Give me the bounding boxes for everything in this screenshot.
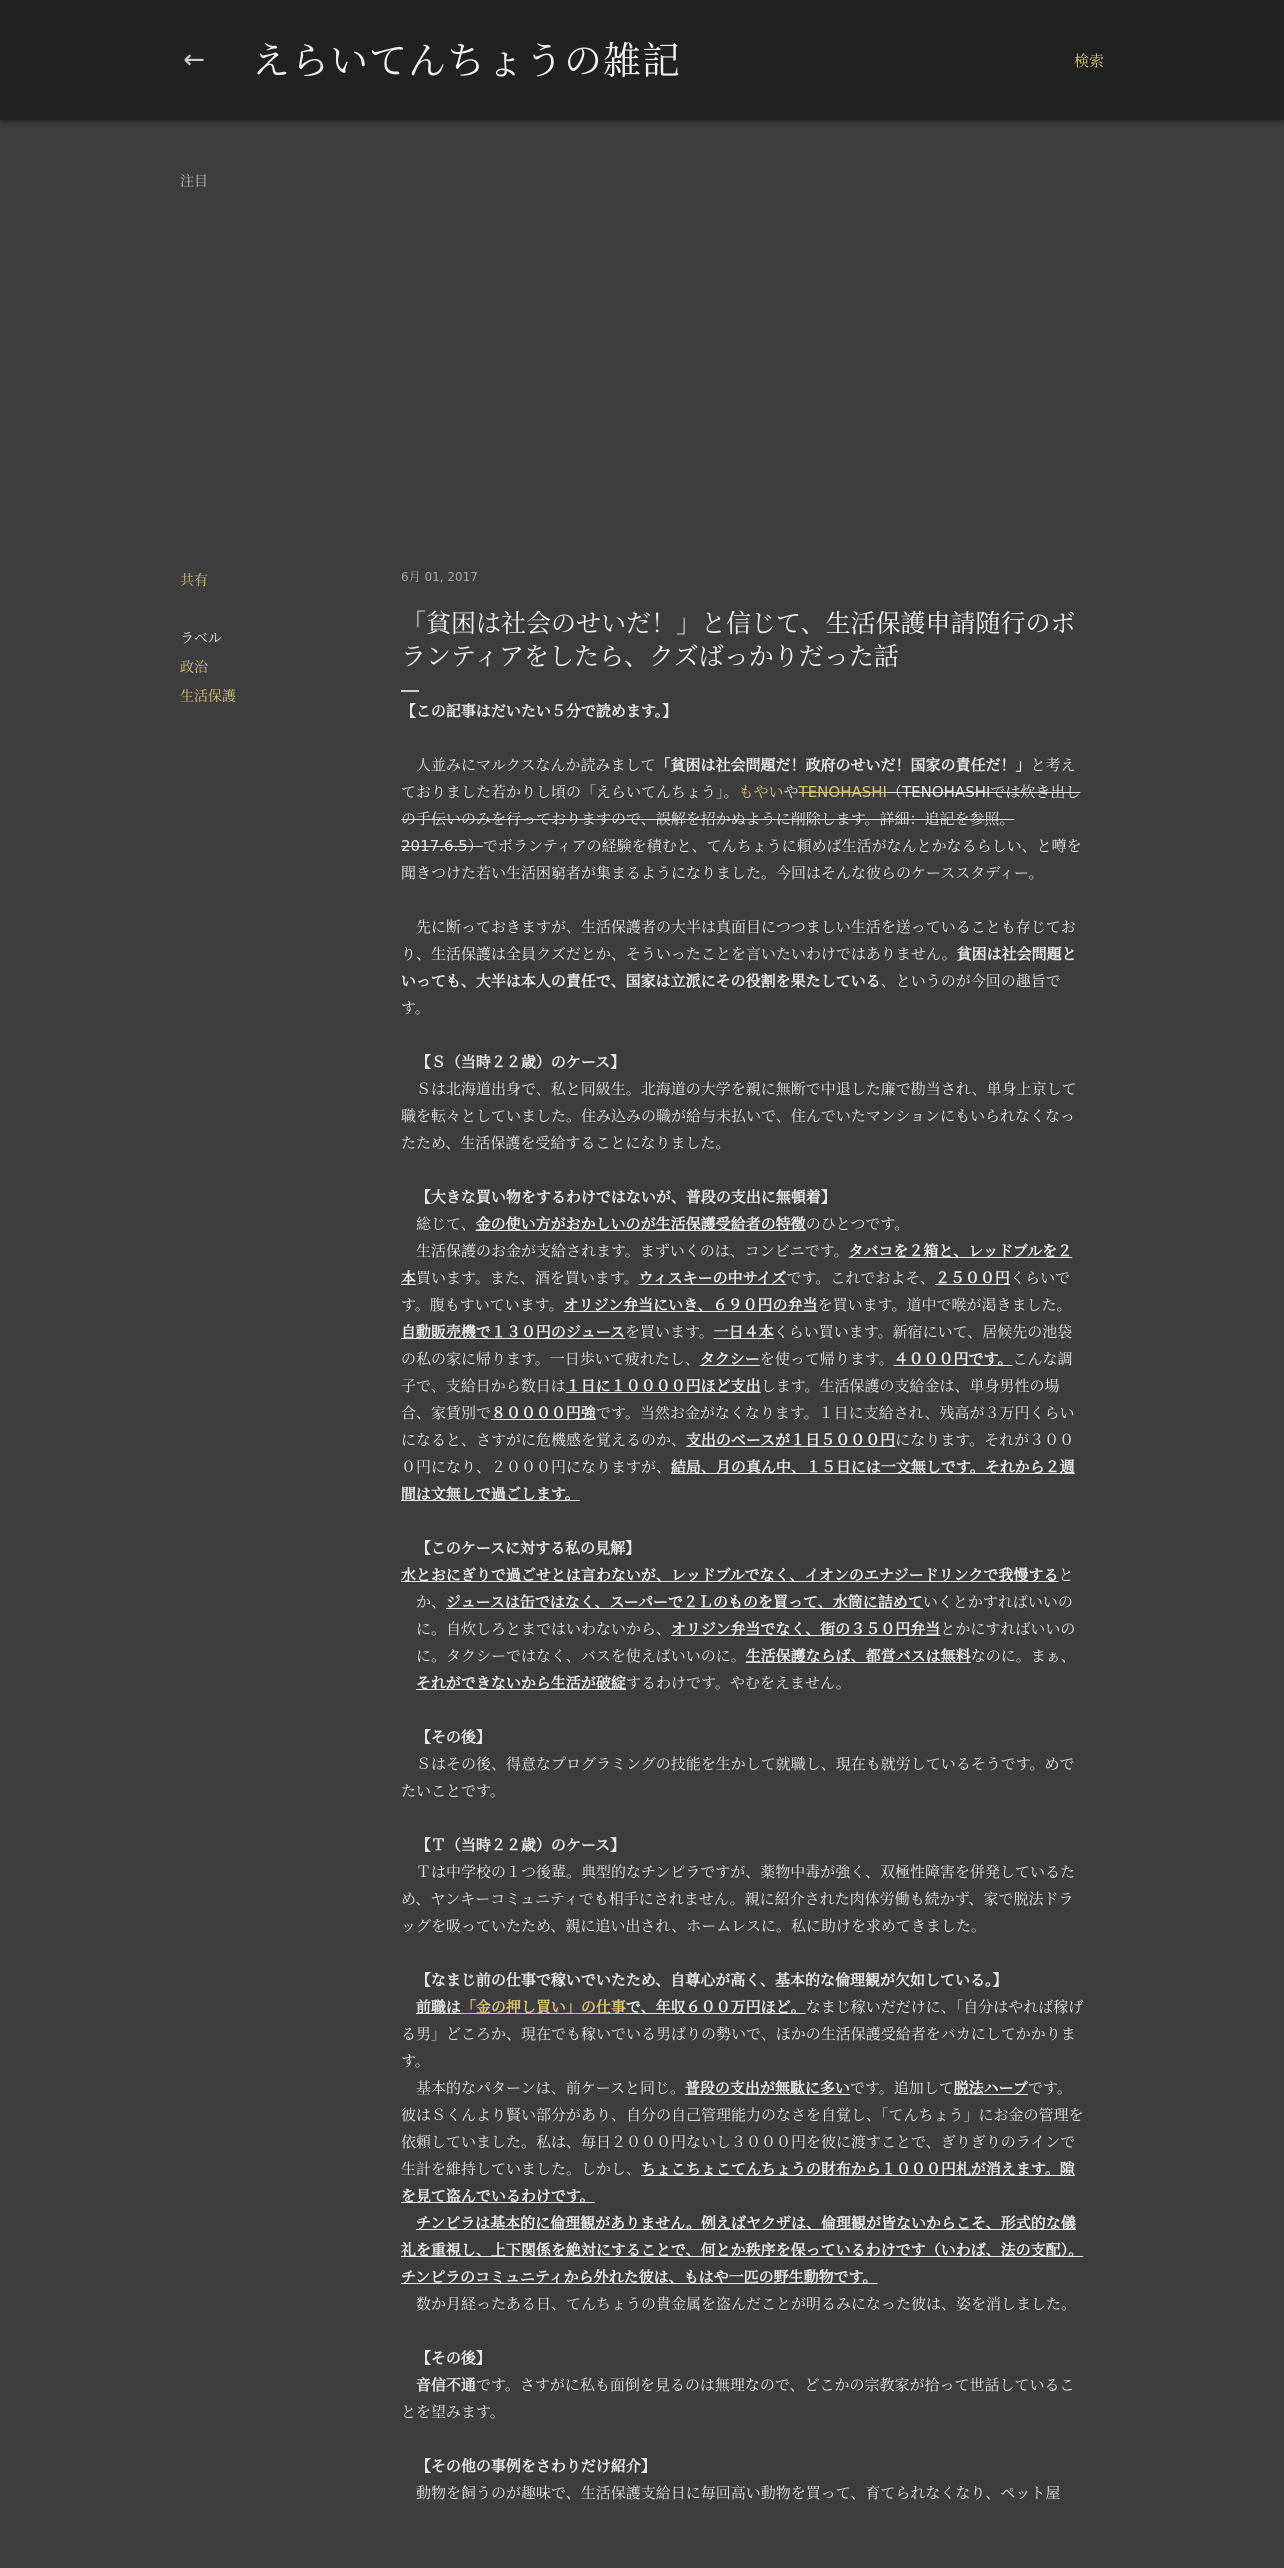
case-s-after-heading: 【その後】 [416,1727,492,1746]
text: なまじ稼いだだけに、「自分はやれば稼げる男」どころか、現在でも稼いでいる男ばりの勢いで、ほかの生活保護受給者をバカにしてかかります。 [401,1997,1084,2070]
bold-text: 音信不通 [416,2375,477,2394]
emphasis: ４０００円です。 [893,1349,1013,1368]
case-s-profile: Ｓは北海道出身で、私と同級生。北海道の大学を親に無断で中退した廉で勘当され、単身上京して職を転々としていました。住み込みの職が給与未払いで、住んでいたマンションにもいられなくなったため、生活保護を受給することになりました。 [401,1079,1077,1152]
others-heading: 【その他の事例をさわりだけ紹介】 [416,2456,657,2475]
text: いくとかすればいいのに。自炊しろとまではいわないから、 [416,1592,1073,1638]
post-sidebar [180,570,380,706]
bold-text: 貧困は社会問題といっても、大半は本人の責任で、国家は立派にその役割を果たしている [401,944,1077,990]
text: です。当然お金がなくなります。１日に支給され、残高が３万円くらいになると、さすがに危機感を覚えるのか、 [401,1403,1075,1449]
emphasis: タクシー [699,1349,760,1368]
others-partial: 動物を飼うのが趣味で、生活保護支給日に毎回高い動物を買って、育てられなくなり、ペット屋 [401,2483,1061,2502]
text: なのに。まぁ、 [970,1646,1076,1665]
case-t-after [401,2372,1084,2426]
text: になります。それが３０００円になり、２０００円になりますが、 [401,1430,1075,1476]
case-t-heading: 【Ｔ（当時２２歳）のケース】 [416,1835,626,1854]
post-date[interactable]: 6月 01, 2017 [401,570,478,584]
text: のひとつです。 [805,1214,910,1233]
case-t-ethics-2 [401,2075,1084,2210]
top-app-bar [0,0,1284,120]
case-t-ethics-3 [401,2210,1084,2291]
text: 生活保護のお金が支給されます。まずいくのは、コンビニです。 [401,1241,849,1260]
emphasis: 金の使い方がおかしいのが生活保護受給者の特徴 [475,1214,806,1233]
featured-heading: 注目 [180,174,208,190]
case-s-spending-summary [401,1211,1084,1238]
post-title: 「貧困は社会のせいだ！」と信じて、生活保護申請随行のボランティアをしたら、クズばっかりだった話 [401,609,1076,671]
text: や [783,782,799,801]
case-s-opinion-heading: 【このケースに対する私の見解】 [416,1538,641,1557]
text: とかにすればいいのに。タクシーではなく、バスを使えばいいのに。 [416,1619,1076,1665]
text: とか、 [416,1565,1074,1611]
emphasis: １日に１００００円ほど支出 [565,1376,761,1395]
text: です。彼はＳくんより賢い部分があり、自分の自己管理能力のなさを自覚し、「てんちょう」にお金の管理を依頼していました。私は、毎日２０００円ないし３０００円を彼に渡すことで、ぎりぎりのラインで生計を維持していました。しかし、 [401,2078,1084,2178]
labels-heading: ラベル [180,631,222,647]
text: 先に断っておきますが、生活保護者の大半は真面目につつましい生活を送っていることも存じており、生活保護は全員クズだとか、そういったことを言いたいわけではありません。 [401,917,1076,963]
emphasis: ジュースは缶ではなく、スーパーで２Ｌのものを買って、水筒に詰めて [446,1592,923,1611]
text: でボランティアの経験を積むと、てんちょうに頼めば生活がなんとかなるらしい、と噂を聞きつけた若い生活困窮者が集まるようになりました。今回はそんな彼らのケーススタディー。 [401,836,1082,882]
case-t-profile: Ｔは中学校の１つ後輩。典型的なチンピラですが、薬物中毒が強く、双極性障害を併発しているため、ヤンキーコミュニティでも相手にされません。親に紹介された肉体労働も続かず、家で脱法ドラッグを吸っていたため、親に追い出され、ホームレスに。私に助けを求めてきました。 [401,1862,1075,1935]
case-s-after: Ｓはその後、得意なプログラミングの技能を生かして就職し、現在も就労しているそうです。めでたいことです。 [401,1754,1075,1800]
emphasis: チンピラは基本的に倫理観がありません。例えばヤクザは、倫理観が皆ないからこそ、形式的な儀礼を重視し、上下関係を絶対にすることで、何とか秩序を保っているわけです（いわば、法の支配）。チンピラのコミュニティから外れた彼は、もはや一匹の野生動物です。 [401,2213,1084,2286]
text: です。追加して [849,2078,954,2097]
title-divider [401,690,419,692]
case-t-ethics-1 [401,1994,1084,2075]
case-s-heading: 【Ｓ（当時２２歳）のケース】 [416,1052,626,1071]
emphasis: 普段の支出が無駄に多い [684,2078,850,2097]
case-t-after-heading: 【その後】 [416,2348,492,2367]
text: 、というのが今回の趣旨です。 [401,971,1061,1017]
emphasis: 生活保護ならば、都営バスは無料 [745,1646,971,1665]
arrow-left-icon[interactable]: ← [183,45,205,75]
blog-post [401,568,1084,2507]
case-t-ethics-heading: 【なまじ前の仕事で稼いでいたため、自尊心が高く、基本的な倫理観が欠如している。】 [416,1970,1008,1989]
text: を買います。 [624,1322,714,1341]
strikethrough-note: （TENOHASHIでは炊き出しの手伝いのみを行っておりますので、誤解を招かぬように削除します。詳細：追記を参照。2017.6.5） [401,782,1081,855]
emphasis: 自動販売機で１３０円のジュース [401,1322,625,1341]
emphasis: ウィスキーの中サイズ [638,1268,787,1287]
emphasis: 前職は [416,1997,462,2016]
emphasis: 水とおにぎりで過ごせとは言わないが、レッドブルでなく、イオンのエナジードリンクで我慢する [401,1565,1059,1584]
text: を買います。道中で喉が渇きました。 [817,1295,1072,1314]
case-s-spending-detail [401,1238,1084,1508]
search-button[interactable]: 検索 [1074,52,1105,70]
text: 人並みにマルクスなんか読みまして [401,755,656,774]
emphasis: ８００００円強 [491,1403,597,1422]
text: くらい買います。新宿にいて、居候先の池袋の私の家に帰ります。一日歩いて疲れたし、 [401,1322,1073,1368]
bold-text: 「貧困は社会問題だ！政府のせいだ！国家の責任だ！」 [655,755,1031,774]
link-tenohashi[interactable]: TENOHASHI [798,782,887,801]
text: します。生活保護の支給金は、単身男性の場合、家賃別で [401,1376,1060,1422]
emphasis: 支出のベースが１日５０００円 [686,1430,896,1449]
case-t-ethics-4: 数か月経ったある日、てんちょうの貴金属を盗んだことが明るみになった彼は、姿を消しました。 [401,2294,1077,2313]
text: と考えておりました若かりし頃の「えらいてんちょう」。 [401,755,1076,801]
label-link-welfare[interactable]: 生活保護 [180,689,236,705]
disclaimer-paragraph [401,914,1084,1022]
link-gold-push-buying[interactable]: 「金の押し買い」の仕事 [461,1997,627,2016]
emphasis: 脱法ハーブ [953,2078,1029,2097]
emphasis: タバコを２箱と、レッドブルを２本 [401,1241,1073,1287]
text: です。さすがに私も面倒を見るのは無理なので、どこかの宗教家が拾って世話していることを望みます。 [401,2375,1075,2421]
blog-title[interactable]: えらいてんちょうの雑記 [252,39,682,83]
case-s-opinion [401,1562,1084,1697]
text: 総じて、 [401,1214,476,1233]
case-s-spending-heading: 【大きな買い物をするわけではないが、普段の支出に無頓着】 [416,1187,837,1206]
emphasis: それができないから生活が破綻 [416,1673,627,1692]
label-link-politics[interactable]: 政治 [180,660,208,676]
emphasis: ２５００円 [935,1268,1011,1287]
text: くらいです。腹もすいています。 [401,1268,1071,1314]
text: するわけです。やむをえません。 [626,1673,851,1692]
share-button[interactable]: 共有 [180,573,208,589]
text: を使って帰ります。 [759,1349,894,1368]
reading-time-note: 【この記事はだいたい５分で読めます。】 [401,701,678,720]
emphasis: 結局、月の真ん中、１５日には一文無しです。それから２週間は文無しで過ごします。 [401,1457,1075,1503]
emphasis: オリジン弁当にいき、６９０円の弁当 [563,1295,818,1314]
text: こんな調子で、支給日から数日は [401,1349,1073,1395]
text: 基本的なパターンは、前ケースと同じ。 [401,2078,685,2097]
emphasis: 一日４本 [713,1322,774,1341]
intro-paragraph [401,752,1084,887]
emphasis: オリジン弁当でなく、街の３５０円弁当 [671,1619,941,1638]
post-body [401,698,1084,2507]
emphasis: ちょこちょこてんちょうの財布から１０００円札が消えます。隙を見て盗んでいるわけです。 [401,2159,1075,2205]
text: 買います。また、酒を買います。 [416,1268,639,1287]
emphasis: で、年収６００万円ほど。 [626,1997,806,2016]
link-moyai[interactable]: もやい [738,782,784,801]
text: です。これでおよそ、 [786,1268,936,1287]
